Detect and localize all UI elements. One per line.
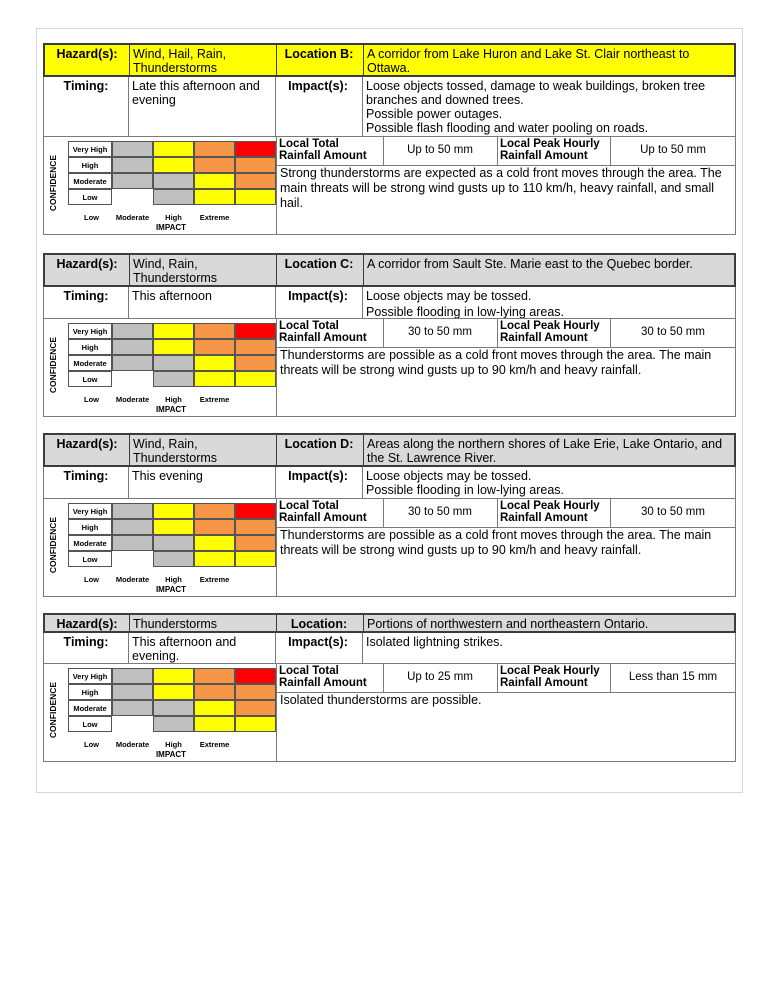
matrix-cell	[153, 551, 194, 567]
impact-item: Possible flash flooding and water pooling on roads.	[366, 121, 649, 135]
timing-row	[43, 287, 736, 319]
risk-matrix	[44, 137, 276, 234]
impact-level-label: High	[165, 395, 182, 404]
matrix-cell	[235, 157, 276, 173]
location-value: A corridor from Sault Ste. Marie east to the Quebec border.	[367, 257, 693, 271]
confidence-level-label: Moderate	[68, 173, 112, 189]
impact-level-label: High	[165, 740, 182, 749]
block-header	[43, 253, 736, 287]
confidence-level-label: Very High	[68, 141, 112, 157]
block-header	[43, 433, 736, 467]
impact-item: Possible flooding in low-lying areas.	[366, 305, 565, 318]
matrix-cell	[194, 503, 235, 519]
impacts-label: Impact(s):	[288, 635, 348, 649]
matrix-cell	[194, 716, 235, 732]
description: Isolated thunderstorms are possible.	[280, 693, 482, 707]
matrix-cell	[153, 157, 194, 173]
impact-item: Loose objects may be tossed.	[366, 469, 532, 483]
matrix-cell	[112, 551, 153, 567]
matrix-cell	[112, 535, 153, 551]
impact-level-label: Moderate	[115, 740, 150, 749]
matrix-cell	[194, 323, 235, 339]
impact-axis-label: IMPACT	[155, 750, 187, 759]
impact-item: Loose objects tossed, damage to weak buildings, broken tree branches and downed trees.	[366, 79, 706, 107]
peak-rainfall-value: Less than 15 mm	[628, 671, 718, 683]
confidence-level-label: Low	[68, 716, 112, 732]
matrix-cell	[153, 173, 194, 189]
total-rainfall-label: Local Total Rainfall Amount	[279, 138, 367, 162]
peak-rainfall-value: Up to 50 mm	[640, 144, 706, 156]
matrix-cell	[112, 173, 153, 189]
hazards-value: Wind, Rain, Thunderstorms	[133, 257, 218, 285]
risk-matrix	[44, 499, 276, 596]
confidence-level-label: High	[68, 684, 112, 700]
details-row	[43, 319, 736, 417]
confidence-level-label: Moderate	[68, 535, 112, 551]
timing-row	[43, 467, 736, 499]
matrix-cell	[153, 519, 194, 535]
confidence-level-label: Low	[68, 189, 112, 205]
matrix-cell	[235, 700, 276, 716]
details-row	[43, 664, 736, 762]
matrix-cell	[153, 535, 194, 551]
rainfall-row	[277, 664, 735, 693]
impact-level-label: Low	[84, 575, 99, 584]
impact-level-label: Low	[84, 740, 99, 749]
location-label: Location D:	[284, 437, 354, 451]
timing-label: Timing:	[63, 635, 109, 649]
matrix-cell	[235, 668, 276, 684]
matrix-cell	[235, 684, 276, 700]
matrix-cell	[194, 189, 235, 205]
rainfall-row	[277, 319, 735, 348]
timing-label: Timing:	[63, 79, 109, 93]
peak-rainfall-label: Local Peak Hourly Rainfall Amount	[500, 665, 600, 689]
hazards-label: Hazard(s):	[56, 617, 118, 631]
matrix-cell	[194, 535, 235, 551]
timing-value: This afternoon and evening.	[132, 635, 237, 663]
matrix-cell	[153, 141, 194, 157]
matrix-cell	[112, 157, 153, 173]
total-rainfall-label: Local Total Rainfall Amount	[279, 665, 367, 689]
impact-item: Loose objects may be tossed.	[366, 289, 532, 303]
timing-value: This afternoon	[132, 289, 212, 303]
matrix-cell	[112, 684, 153, 700]
hazard-block-c	[43, 253, 736, 431]
impact-level-label: Moderate	[115, 575, 150, 584]
matrix-cell	[194, 355, 235, 371]
impact-axis-label: IMPACT	[155, 223, 187, 232]
peak-rainfall-label: Local Peak Hourly Rainfall Amount	[500, 500, 600, 524]
location-value: A corridor from Lake Huron and Lake St. Clair northeast to Ottawa.	[367, 47, 690, 75]
matrix-cell	[194, 339, 235, 355]
impact-level-label: Moderate	[115, 395, 150, 404]
matrix-cell	[153, 355, 194, 371]
matrix-cell	[194, 519, 235, 535]
confidence-level-label: High	[68, 339, 112, 355]
total-rainfall-label: Local Total Rainfall Amount	[279, 320, 367, 344]
total-rainfall-value: Up to 25 mm	[407, 671, 473, 683]
peak-rainfall-label: Local Peak Hourly Rainfall Amount	[500, 320, 600, 344]
impact-level-label: Low	[84, 395, 99, 404]
timing-label: Timing:	[63, 289, 109, 303]
timing-row	[43, 633, 736, 664]
matrix-cell	[235, 519, 276, 535]
confidence-level-label: Very High	[68, 668, 112, 684]
location-label: Location:	[290, 617, 348, 631]
matrix-cell	[194, 141, 235, 157]
impact-axis-label: IMPACT	[155, 405, 187, 414]
impact-level-label: Extreme	[199, 740, 230, 749]
peak-rainfall-value: 30 to 50 mm	[641, 506, 705, 518]
matrix-cell	[153, 684, 194, 700]
block-header	[43, 613, 736, 633]
location-value: Areas along the northern shores of Lake Erie, Lake Ontario, and the St. Lawrence River.	[367, 437, 723, 465]
rainfall-row	[277, 137, 735, 166]
matrix-cell	[235, 535, 276, 551]
peak-rainfall-label: Local Peak Hourly Rainfall Amount	[500, 138, 600, 162]
confidence-level-label: Very High	[68, 323, 112, 339]
matrix-cell	[194, 371, 235, 387]
confidence-axis-label: CONFIDENCE	[48, 336, 58, 394]
matrix-cell	[235, 355, 276, 371]
confidence-level-label: Moderate	[68, 355, 112, 371]
location-value: Portions of northwestern and northeastern Ontario.	[367, 617, 649, 631]
timing-label: Timing:	[63, 469, 109, 483]
matrix-cell	[153, 668, 194, 684]
confidence-axis-label: CONFIDENCE	[48, 681, 58, 739]
peak-rainfall-value: 30 to 50 mm	[641, 326, 705, 338]
matrix-cell	[153, 700, 194, 716]
matrix-cell	[112, 189, 153, 205]
total-rainfall-value: 30 to 50 mm	[408, 506, 472, 518]
impacts-label: Impact(s):	[288, 289, 348, 303]
impact-item: Possible flooding in low-lying areas.	[366, 483, 565, 497]
matrix-cell	[235, 503, 276, 519]
impact-level-label: Moderate	[115, 213, 150, 222]
matrix-cell	[153, 503, 194, 519]
impacts-value	[363, 77, 734, 136]
matrix-cell	[112, 716, 153, 732]
impact-level-label: Extreme	[199, 575, 230, 584]
matrix-cell	[194, 668, 235, 684]
matrix-cell	[112, 519, 153, 535]
location-label: Location C:	[284, 257, 354, 271]
confidence-level-label: Low	[68, 371, 112, 387]
confidence-level-label: Low	[68, 551, 112, 567]
description: Thunderstorms are possible as a cold front moves through the area. The main threats will be strong wind gusts up to 90 km/h and heavy rainfall.	[280, 528, 712, 557]
matrix-cell	[235, 339, 276, 355]
matrix-cell	[194, 700, 235, 716]
matrix-cell	[194, 684, 235, 700]
timing-value: This evening	[132, 469, 203, 483]
impact-axis-label: IMPACT	[155, 585, 187, 594]
impact-level-label: Extreme	[199, 213, 230, 222]
matrix-cell	[112, 339, 153, 355]
matrix-cell	[194, 551, 235, 567]
impacts-value	[363, 287, 734, 318]
description: Thunderstorms are possible as a cold front moves through the area. The main threats will be strong wind gusts up to 90 km/h and heavy rainfall.	[280, 348, 712, 377]
impact-level-label: High	[165, 213, 182, 222]
confidence-axis-label: CONFIDENCE	[48, 154, 58, 212]
total-rainfall-value: 30 to 50 mm	[408, 326, 472, 338]
hazard-block-d	[43, 433, 736, 611]
hazards-value: Thunderstorms	[133, 617, 218, 631]
confidence-axis-label: CONFIDENCE	[48, 516, 58, 574]
confidence-level-label: Very High	[68, 503, 112, 519]
matrix-cell	[112, 668, 153, 684]
confidence-level-label: Moderate	[68, 700, 112, 716]
impacts-value	[363, 467, 734, 498]
timing-value: Late this afternoon and evening	[132, 79, 260, 107]
impact-item: Possible power outages.	[366, 107, 503, 121]
details-row	[43, 499, 736, 597]
hazard-block-b	[43, 43, 736, 232]
impact-level-label: Low	[84, 213, 99, 222]
impacts-label: Impact(s):	[288, 79, 348, 93]
risk-matrix	[44, 319, 276, 416]
hazards-label: Hazard(s):	[56, 257, 118, 271]
impact-item: Isolated lightning strikes.	[366, 635, 503, 649]
matrix-cell	[153, 189, 194, 205]
matrix-cell	[112, 700, 153, 716]
location-label: Location B:	[284, 47, 354, 61]
hazards-label: Hazard(s):	[56, 47, 118, 61]
matrix-cell	[112, 323, 153, 339]
matrix-cell	[235, 173, 276, 189]
matrix-cell	[112, 141, 153, 157]
matrix-cell	[153, 339, 194, 355]
matrix-cell	[112, 503, 153, 519]
matrix-cell	[112, 355, 153, 371]
impact-level-label: Extreme	[199, 395, 230, 404]
matrix-cell	[153, 323, 194, 339]
matrix-cell	[235, 371, 276, 387]
total-rainfall-label: Local Total Rainfall Amount	[279, 500, 367, 524]
impact-level-label: High	[165, 575, 182, 584]
matrix-cell	[153, 716, 194, 732]
hazard-block-ontario	[43, 613, 736, 763]
impacts-label: Impact(s):	[288, 469, 348, 483]
hazards-value: Wind, Hail, Rain, Thunderstorms	[133, 47, 227, 75]
rainfall-row	[277, 499, 735, 528]
matrix-cell	[235, 323, 276, 339]
matrix-cell	[194, 173, 235, 189]
matrix-cell	[153, 371, 194, 387]
risk-matrix	[44, 664, 276, 761]
confidence-level-label: High	[68, 157, 112, 173]
impacts-value	[363, 633, 734, 663]
matrix-cell	[194, 157, 235, 173]
matrix-cell	[235, 189, 276, 205]
description: Strong thunderstorms are expected as a cold front moves through the area. The main threats will be strong wind gusts up to 110 km/h, heavy rainfall, and small hail.	[280, 166, 722, 210]
matrix-cell	[112, 371, 153, 387]
hazards-label: Hazard(s):	[56, 437, 118, 451]
matrix-cell	[235, 551, 276, 567]
confidence-level-label: High	[68, 519, 112, 535]
matrix-cell	[235, 141, 276, 157]
timing-row	[43, 77, 736, 137]
details-row	[43, 137, 736, 235]
block-header	[43, 43, 736, 77]
matrix-cell	[235, 716, 276, 732]
hazards-value: Wind, Rain, Thunderstorms	[133, 437, 218, 465]
total-rainfall-value: Up to 50 mm	[407, 144, 473, 156]
